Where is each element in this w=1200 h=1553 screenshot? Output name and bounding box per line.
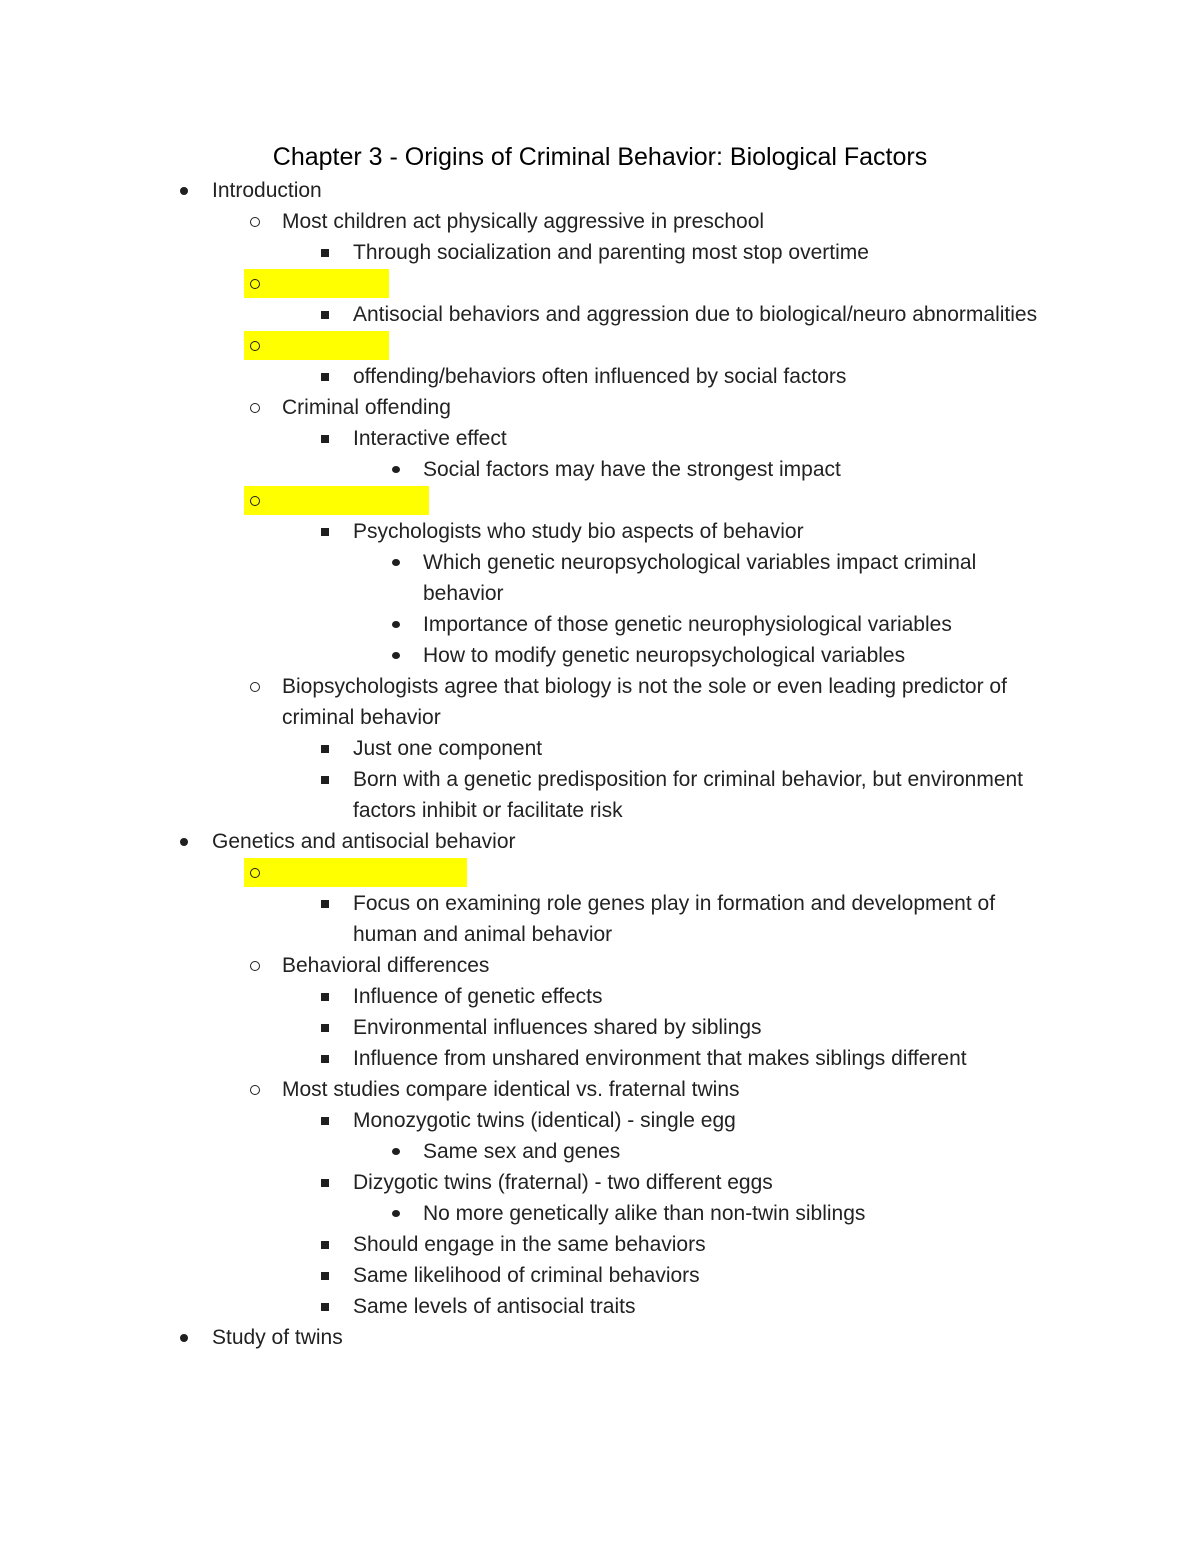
filled-square-bullet-icon xyxy=(315,237,335,268)
outline-item-level-3 xyxy=(0,361,1200,392)
outline-item-level-1 xyxy=(0,175,1200,206)
outline-item-text: Through socialization and parenting most stop overtime xyxy=(353,241,869,264)
outline-item-highlighted xyxy=(0,485,1200,516)
outline-item-text: Focus on examining role genes play in formation and development of human and animal behavior xyxy=(353,892,996,946)
outline-item-text: Interactive effect xyxy=(353,427,507,450)
outline-item-text: How to modify genetic neuropsychological variables xyxy=(423,644,906,667)
outline-item-highlighted xyxy=(0,857,1200,888)
filled-circle-bullet-icon xyxy=(174,1322,194,1353)
outline-item-level-4 xyxy=(0,609,1200,640)
filled-circle-bullet-icon xyxy=(386,609,406,640)
outline-item-text: Environmental influences shared by siblings xyxy=(353,1016,762,1039)
filled-circle-bullet-icon xyxy=(386,454,406,485)
hollow-circle-bullet-icon xyxy=(245,1074,265,1105)
outline-item-text: Criminal offending xyxy=(282,396,451,419)
outline-item-highlighted xyxy=(0,268,1200,299)
outline-item-text: offending/behaviors often influenced by social factors xyxy=(353,365,847,388)
outline-item-text: Social factors may have the strongest impact xyxy=(423,458,841,481)
outline-item-text: Same likelihood of criminal behaviors xyxy=(353,1264,700,1287)
outline-item-level-4 xyxy=(0,547,1200,609)
outline-item-level-1 xyxy=(0,1322,1200,1353)
filled-circle-bullet-icon xyxy=(386,640,406,671)
outline-item-level-3 xyxy=(0,516,1200,547)
filled-square-bullet-icon xyxy=(315,423,335,454)
outline-item-level-3 xyxy=(0,1260,1200,1291)
filled-square-bullet-icon xyxy=(315,1167,335,1198)
outline-item-level-2 xyxy=(0,1074,1200,1105)
outline-item-text: Most children act physically aggressive in preschool xyxy=(282,210,765,233)
filled-circle-bullet-icon xyxy=(174,175,194,206)
outline-item-level-2 xyxy=(0,671,1200,733)
filled-square-bullet-icon xyxy=(315,1229,335,1260)
filled-square-bullet-icon xyxy=(315,516,335,547)
outline-item-level-3 xyxy=(0,888,1200,950)
hollow-circle-bullet-icon xyxy=(245,206,265,237)
outline-item-text: Born with a genetic predisposition for criminal behavior, but environment factors inhibit or facilitate risk xyxy=(353,768,1024,822)
filled-circle-bullet-icon xyxy=(174,826,194,857)
outline-item-level-2 xyxy=(0,392,1200,423)
outline-item-text: Importance of those genetic neurophysiological variables xyxy=(423,613,952,636)
outline-item-level-3 xyxy=(0,1229,1200,1260)
filled-square-bullet-icon xyxy=(315,981,335,1012)
outline-item-text: Same levels of antisocial traits xyxy=(353,1295,636,1318)
hollow-circle-bullet-icon xyxy=(245,857,265,888)
outline-item-level-4 xyxy=(0,1198,1200,1229)
outline-item-text: No more genetically alike than non-twin siblings xyxy=(423,1202,866,1225)
outline-item-text: Genetics and antisocial behavior xyxy=(212,830,516,853)
outline-item-level-3 xyxy=(0,764,1200,826)
outline-item-level-3 xyxy=(0,237,1200,268)
outline-item-text: Behavioral differences xyxy=(282,954,490,977)
outline-item-level-3 xyxy=(0,299,1200,330)
outline-item-text: Psychologists who study bio aspects of behavior xyxy=(353,520,804,543)
outline-item-level-4 xyxy=(0,640,1200,671)
outline-item-highlighted xyxy=(0,330,1200,361)
outline-item-level-4 xyxy=(0,454,1200,485)
hollow-circle-bullet-icon xyxy=(245,392,265,423)
filled-square-bullet-icon xyxy=(315,764,335,795)
outline-item-text: Study of twins xyxy=(212,1326,343,1349)
outline-item-level-4 xyxy=(0,1136,1200,1167)
hollow-circle-bullet-icon xyxy=(245,671,265,702)
outline-item-text: Just one component xyxy=(353,737,543,760)
highlight-band xyxy=(244,486,429,515)
outline-item-text: Influence from unshared environment that makes siblings different xyxy=(353,1047,967,1070)
highlight-band xyxy=(244,269,389,298)
outline-item-text: Influence of genetic effects xyxy=(353,985,603,1008)
outline-item-text: Antisocial behaviors and aggression due to biological/neuro abnormalities xyxy=(353,303,1038,326)
outline-list xyxy=(0,175,1200,1353)
outline-item-level-3 xyxy=(0,423,1200,454)
outline-item-level-3 xyxy=(0,1012,1200,1043)
filled-circle-bullet-icon xyxy=(386,547,406,578)
hollow-circle-bullet-icon xyxy=(245,268,265,299)
highlight-band xyxy=(244,331,389,360)
outline-item-text: Should engage in the same behaviors xyxy=(353,1233,706,1256)
outline-item-level-3 xyxy=(0,1167,1200,1198)
outline-item-text: Most studies compare identical vs. fraternal twins xyxy=(282,1078,740,1101)
filled-square-bullet-icon xyxy=(315,299,335,330)
outline-item-level-3 xyxy=(0,733,1200,764)
outline-item-level-2 xyxy=(0,206,1200,237)
outline-item-level-3 xyxy=(0,981,1200,1012)
hollow-circle-bullet-icon xyxy=(245,950,265,981)
hollow-circle-bullet-icon xyxy=(245,485,265,516)
outline-item-level-2 xyxy=(0,950,1200,981)
filled-circle-bullet-icon xyxy=(386,1136,406,1167)
outline-item-text: Dizygotic twins (fraternal) - two different eggs xyxy=(353,1171,773,1194)
filled-square-bullet-icon xyxy=(315,1260,335,1291)
filled-square-bullet-icon xyxy=(315,733,335,764)
outline-item-level-3 xyxy=(0,1105,1200,1136)
outline-item-text: Monozygotic twins (identical) - single egg xyxy=(353,1109,736,1132)
filled-square-bullet-icon xyxy=(315,1043,335,1074)
highlight-band xyxy=(244,858,467,887)
hollow-circle-bullet-icon xyxy=(245,330,265,361)
outline-item-text: Biopsychologists agree that biology is not the sole or even leading predictor of criminal behavior xyxy=(282,675,1007,729)
outline-item-level-3 xyxy=(0,1043,1200,1074)
outline-item-level-3 xyxy=(0,1291,1200,1322)
outline-item-text: Same sex and genes xyxy=(423,1140,621,1163)
filled-square-bullet-icon xyxy=(315,888,335,919)
outline-item-level-1 xyxy=(0,826,1200,857)
page-title: Chapter 3 - Origins of Criminal Behavior: Biological Factors xyxy=(272,143,928,171)
filled-square-bullet-icon xyxy=(315,361,335,392)
filled-square-bullet-icon xyxy=(315,1105,335,1136)
outline-item-text: Introduction xyxy=(212,179,322,202)
outline-item-text: Which genetic neuropsychological variables impact criminal behavior xyxy=(423,551,977,605)
filled-square-bullet-icon xyxy=(315,1012,335,1043)
filled-square-bullet-icon xyxy=(315,1291,335,1322)
filled-circle-bullet-icon xyxy=(386,1198,406,1229)
